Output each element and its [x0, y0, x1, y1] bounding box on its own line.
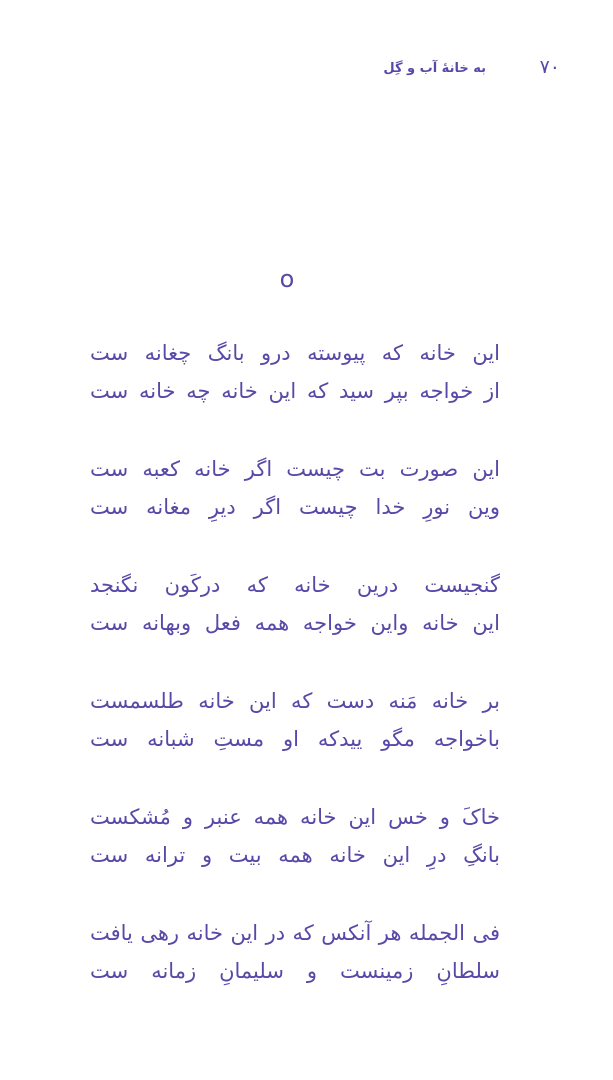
verse-line: این خانه واین خواجه همه فعل وبهانه ست — [90, 611, 500, 635]
verse-line: این خانه که پیوسته درو بانگ چغانه ست — [90, 341, 500, 365]
stanza-1 — [90, 334, 500, 410]
verse-line: بانگِ درِ این خانه همه بیت و ترانه ست — [90, 843, 500, 867]
stanza-3 — [90, 566, 500, 642]
verse-line: بر خانه مَنه دست که این خانه طلسمست — [90, 689, 500, 713]
page-number: ۷۰ — [539, 56, 560, 78]
book-title: به خانهٔ آب و گِل — [383, 61, 486, 76]
verse-line: خاکَ و خس این خانه همه عنبر و مُشکست — [90, 805, 500, 829]
verse-line: وین نورِ خدا چیست اگر دیرِ مغانه ست — [90, 495, 500, 519]
verse-line: سلطانِ زمینست و سلیمانِ زمانه ست — [90, 959, 500, 983]
stanza-4 — [90, 682, 500, 758]
verse-line: باخواجه مگو ییدکه او مستِ شبانه ست — [90, 727, 500, 751]
running-header — [380, 56, 560, 86]
section-mark: o — [279, 265, 295, 293]
stanza-2 — [90, 450, 500, 526]
poem — [90, 334, 500, 1030]
verse-line: از خواجه بپر سید که این خانه چه خانه ست — [90, 379, 500, 403]
verse-line: این صورت بت چیست اگر خانه کعبه ست — [90, 457, 500, 481]
stanza-5 — [90, 798, 500, 874]
stanza-6 — [90, 914, 500, 990]
verse-line: گنجیست درین خانه که درکَون نگنجد — [90, 573, 500, 597]
verse-line: فی الجمله هر آنکس که در این خانه رهی یافت — [90, 921, 500, 945]
